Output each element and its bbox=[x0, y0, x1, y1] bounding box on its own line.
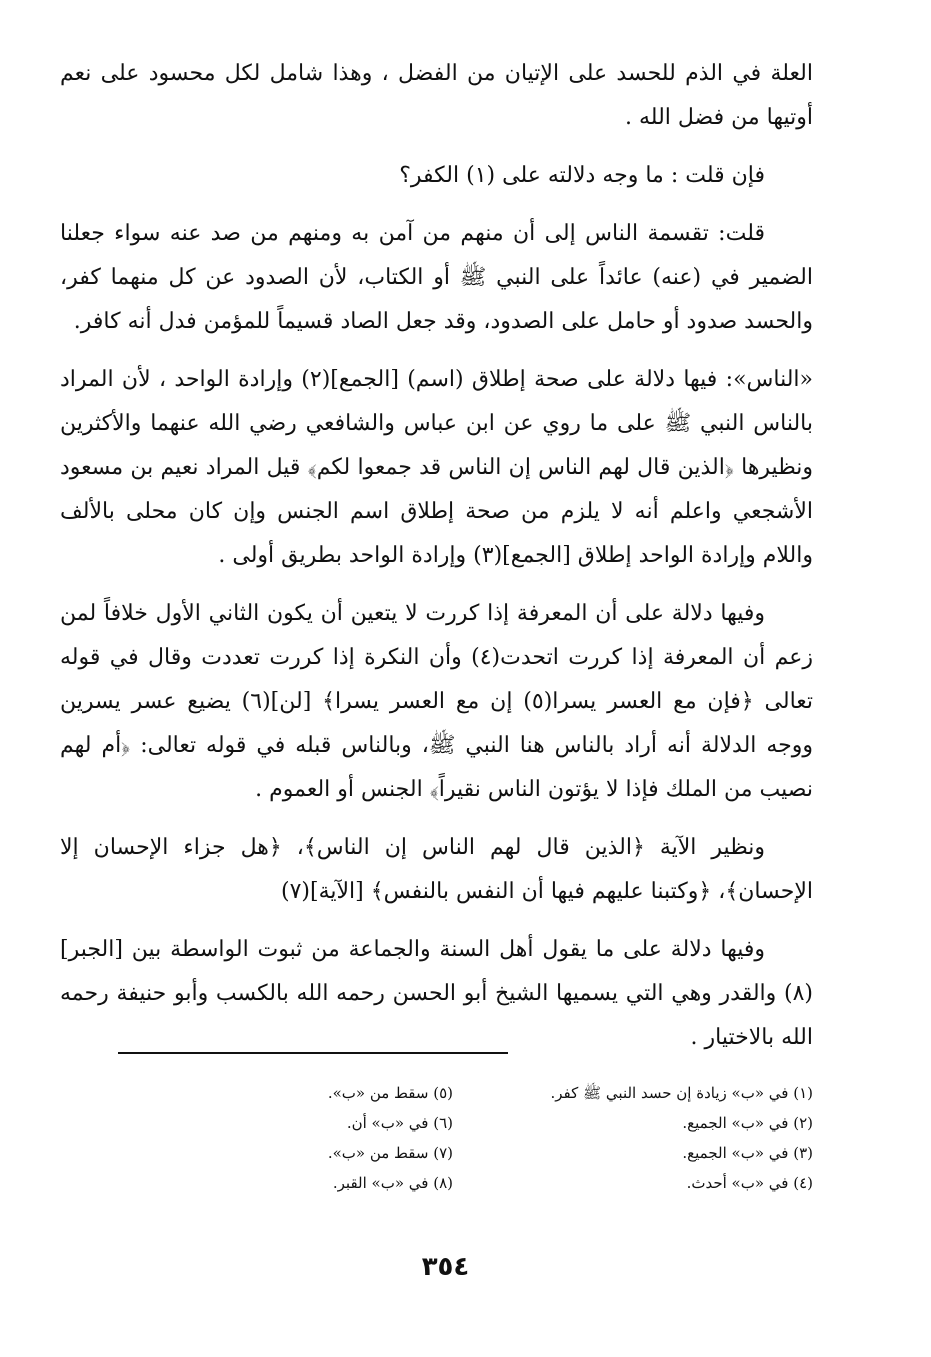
paragraph-7: وفيها دلالة على ما يقول أهل السنة والجماعة من ثبوت الواسطة بين [الجبر](٨) والقدر وهي التي يسميها الشيخ أبو الحسن رحمه الله بالكسب وأبو حنيفة رحمه الله بالاختيار . bbox=[60, 937, 813, 1050]
footnote-7: (٧) سقط من «ب». bbox=[327, 1144, 453, 1162]
footnote-5: (٥) سقط من «ب». bbox=[327, 1084, 453, 1102]
paragraph-2: فإن قلت : ما وجه دلالته على (١) الكفر؟ bbox=[399, 163, 765, 188]
page-number: ٣٥٤ bbox=[421, 1252, 470, 1282]
paragraph-5: وفيها دلالة على أن المعرفة إذا كررت لا يتعين أن يكون الثاني الأول خلافاً لمن زعم أن المعرفة إذا كررت اتحدت(٤) وأن النكرة إذا كررت تعددت وقال في قوله تعالى ﴿فإن مع العسر يسرا(٥) إن مع العسر يسرا﴾ [لن](٦) يضيع عسر يسرين ووجه الدلالة أنه أراد بالناس هنا النبي ﷺ، وبالناس قبله في قوله تعالى: ﴿أم لهم نصيب من الملك فإذا لا يؤتون الناس نقيراً﴾ الجنس أو العموم . bbox=[60, 601, 814, 802]
paragraph-1: العلة في الذم للحسد على الإتيان من الفضل ، وهذا شامل لكل محسود على نعم أوتيها من فضل الله . bbox=[60, 61, 813, 130]
paragraph-6: ونظير الآية ﴿الذين قال لهم الناس إن الناس﴾، ﴿هل جزاء الإحسان إلا الإحسان﴾، ﴿وكتبنا عليهم فيها أن النفس بالنفس﴾ [الآية](٧) bbox=[60, 835, 813, 904]
footnote-3: (٣) في «ب» الجميع. bbox=[682, 1144, 813, 1162]
paragraph-3: قلت: تقسمة الناس إلى أن منهم من آمن به ومنهم من صد عنه سواء جعلنا الضمير في (عنه) عائداً على النبي ﷺ أو الكتاب، لأن الصدود عن كل منهما كفر، والحسد صدود أو حامل على الصدود، وقد جعل الصاد قسيماً للمؤمن فدل أنه كافر. bbox=[60, 221, 813, 334]
footnote-4: (٤) في «ب» أحدث. bbox=[686, 1174, 813, 1192]
footnotes bbox=[113, 1078, 813, 1198]
page-body bbox=[60, 52, 813, 1074]
footnote-6: (٦) في «ب» أن. bbox=[346, 1114, 453, 1132]
footnotes-column-left bbox=[153, 1078, 453, 1198]
footnotes-column-right bbox=[453, 1078, 813, 1198]
paragraph-4: «الناس»: فيها دلالة على صحة إطلاق (اسم) [الجمع](٢) وإرادة الواحد ، لأن المراد بالناس النبي ﷺ على ما روي عن ابن عباس والشافعي رضي الله عنهما والأكثرين ونظيرها ﴿الذين قال لهم الناس إن الناس قد جمعوا لكم﴾ قيل المراد نعيم بن مسعود الأشجعي واعلم أنه لا يلزم من صحة إطلاق اسم الجنس وإن كان محلى بالألف واللام وإرادة الواحد إطلاق [الجمع](٣) وإرادة الواحد بطريق أولى . bbox=[60, 367, 813, 568]
footnote-8: (٨) في «ب» القبر. bbox=[332, 1174, 453, 1192]
footnote-2: (٢) في «ب» الجميع. bbox=[682, 1114, 813, 1132]
footnote-1: (١) في «ب» زيادة إن حسد النبي ﷺ كفر. bbox=[550, 1084, 813, 1102]
footnote-divider bbox=[118, 1052, 508, 1054]
